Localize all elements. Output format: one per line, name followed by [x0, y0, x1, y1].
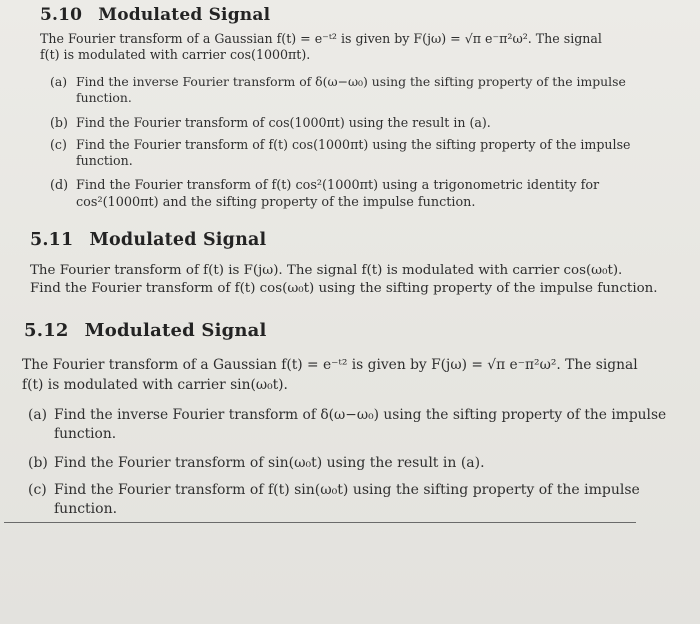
body-line: Find the Fourier transform of f(t) cos(ω₀t) using the sifting property of the impulse function.	[30, 281, 658, 296]
problem-5-12-heading	[24, 320, 267, 341]
problem-number: 5.10	[40, 5, 83, 25]
part-text-continued: function.	[76, 90, 132, 105]
part-text: Find the Fourier transform of f(t) cos(1000πt) using the sifting property of the impulse	[76, 137, 631, 152]
body-line: The Fourier transform of f(t) is F(jω). The signal f(t) is modulated with carrier cos(ω₀t).	[30, 263, 623, 278]
problem-5-12-part-b	[28, 454, 485, 473]
part-label: (c)	[50, 137, 67, 152]
part-label: (c)	[28, 482, 47, 498]
part-text-continued: function.	[76, 153, 133, 168]
part-text: Find the inverse Fourier transform of δ(ω−ω₀) using the sifting property of the impulse	[54, 407, 667, 423]
part-label: (d)	[50, 178, 69, 193]
problem-title: Modulated Signal	[84, 320, 267, 341]
bottom-divider	[4, 522, 636, 523]
part-text: Find the inverse Fourier transform of δ(ω−ω₀) using the sifting property of the impulse	[76, 74, 626, 89]
part-text: Find the Fourier transform of sin(ω₀t) using the result in (a).	[54, 455, 485, 471]
problem-number: 5.11	[30, 230, 74, 250]
problem-title: Modulated Signal	[98, 5, 271, 25]
intro-line: f(t) is modulated with carrier cos(1000πt).	[40, 47, 311, 62]
part-text-continued: cos²(1000πt) and the sifting property of the impulse function.	[76, 195, 476, 210]
part-label: (a)	[50, 74, 68, 89]
problem-number: 5.12	[24, 320, 69, 341]
problem-5-10-part-c	[50, 137, 630, 169]
problem-5-11-body	[30, 262, 658, 298]
problem-5-10-intro	[40, 31, 602, 63]
problem-5-11-heading	[30, 230, 266, 250]
problem-title: Modulated Signal	[89, 230, 267, 250]
intro-line: The Fourier transform of a Gaussian f(t) = e⁻ᵗ² is given by F(jω) = √π e⁻π²ω². The signal	[22, 357, 638, 373]
part-text: Find the Fourier transform of f(t) cos²(1000πt) using a trigonometric identity for	[76, 178, 600, 193]
part-text-continued: function.	[54, 426, 117, 442]
intro-line: f(t) is modulated with carrier sin(ω₀t).	[22, 377, 288, 393]
problem-5-10-part-d	[50, 177, 599, 211]
problem-5-10-heading	[40, 5, 270, 25]
part-label: (b)	[28, 455, 48, 471]
part-text: Find the Fourier transform of f(t) sin(ω₀t) using the sifting property of the impulse	[54, 482, 640, 498]
problem-5-12-part-a	[28, 406, 666, 444]
problem-5-10-part-a	[50, 74, 626, 106]
problem-5-12-intro	[22, 355, 638, 395]
part-text: Find the Fourier transform of cos(1000πt) using the result in (a).	[76, 115, 491, 130]
problem-5-12-part-c	[28, 481, 640, 519]
part-label: (b)	[50, 115, 68, 130]
part-label: (a)	[28, 407, 47, 423]
part-text-continued: function.	[54, 501, 118, 517]
problem-5-10-part-b	[50, 115, 491, 131]
intro-line: The Fourier transform of a Gaussian f(t) = e⁻ᵗ² is given by F(jω) = √π e⁻π²ω². The signal	[40, 31, 602, 46]
